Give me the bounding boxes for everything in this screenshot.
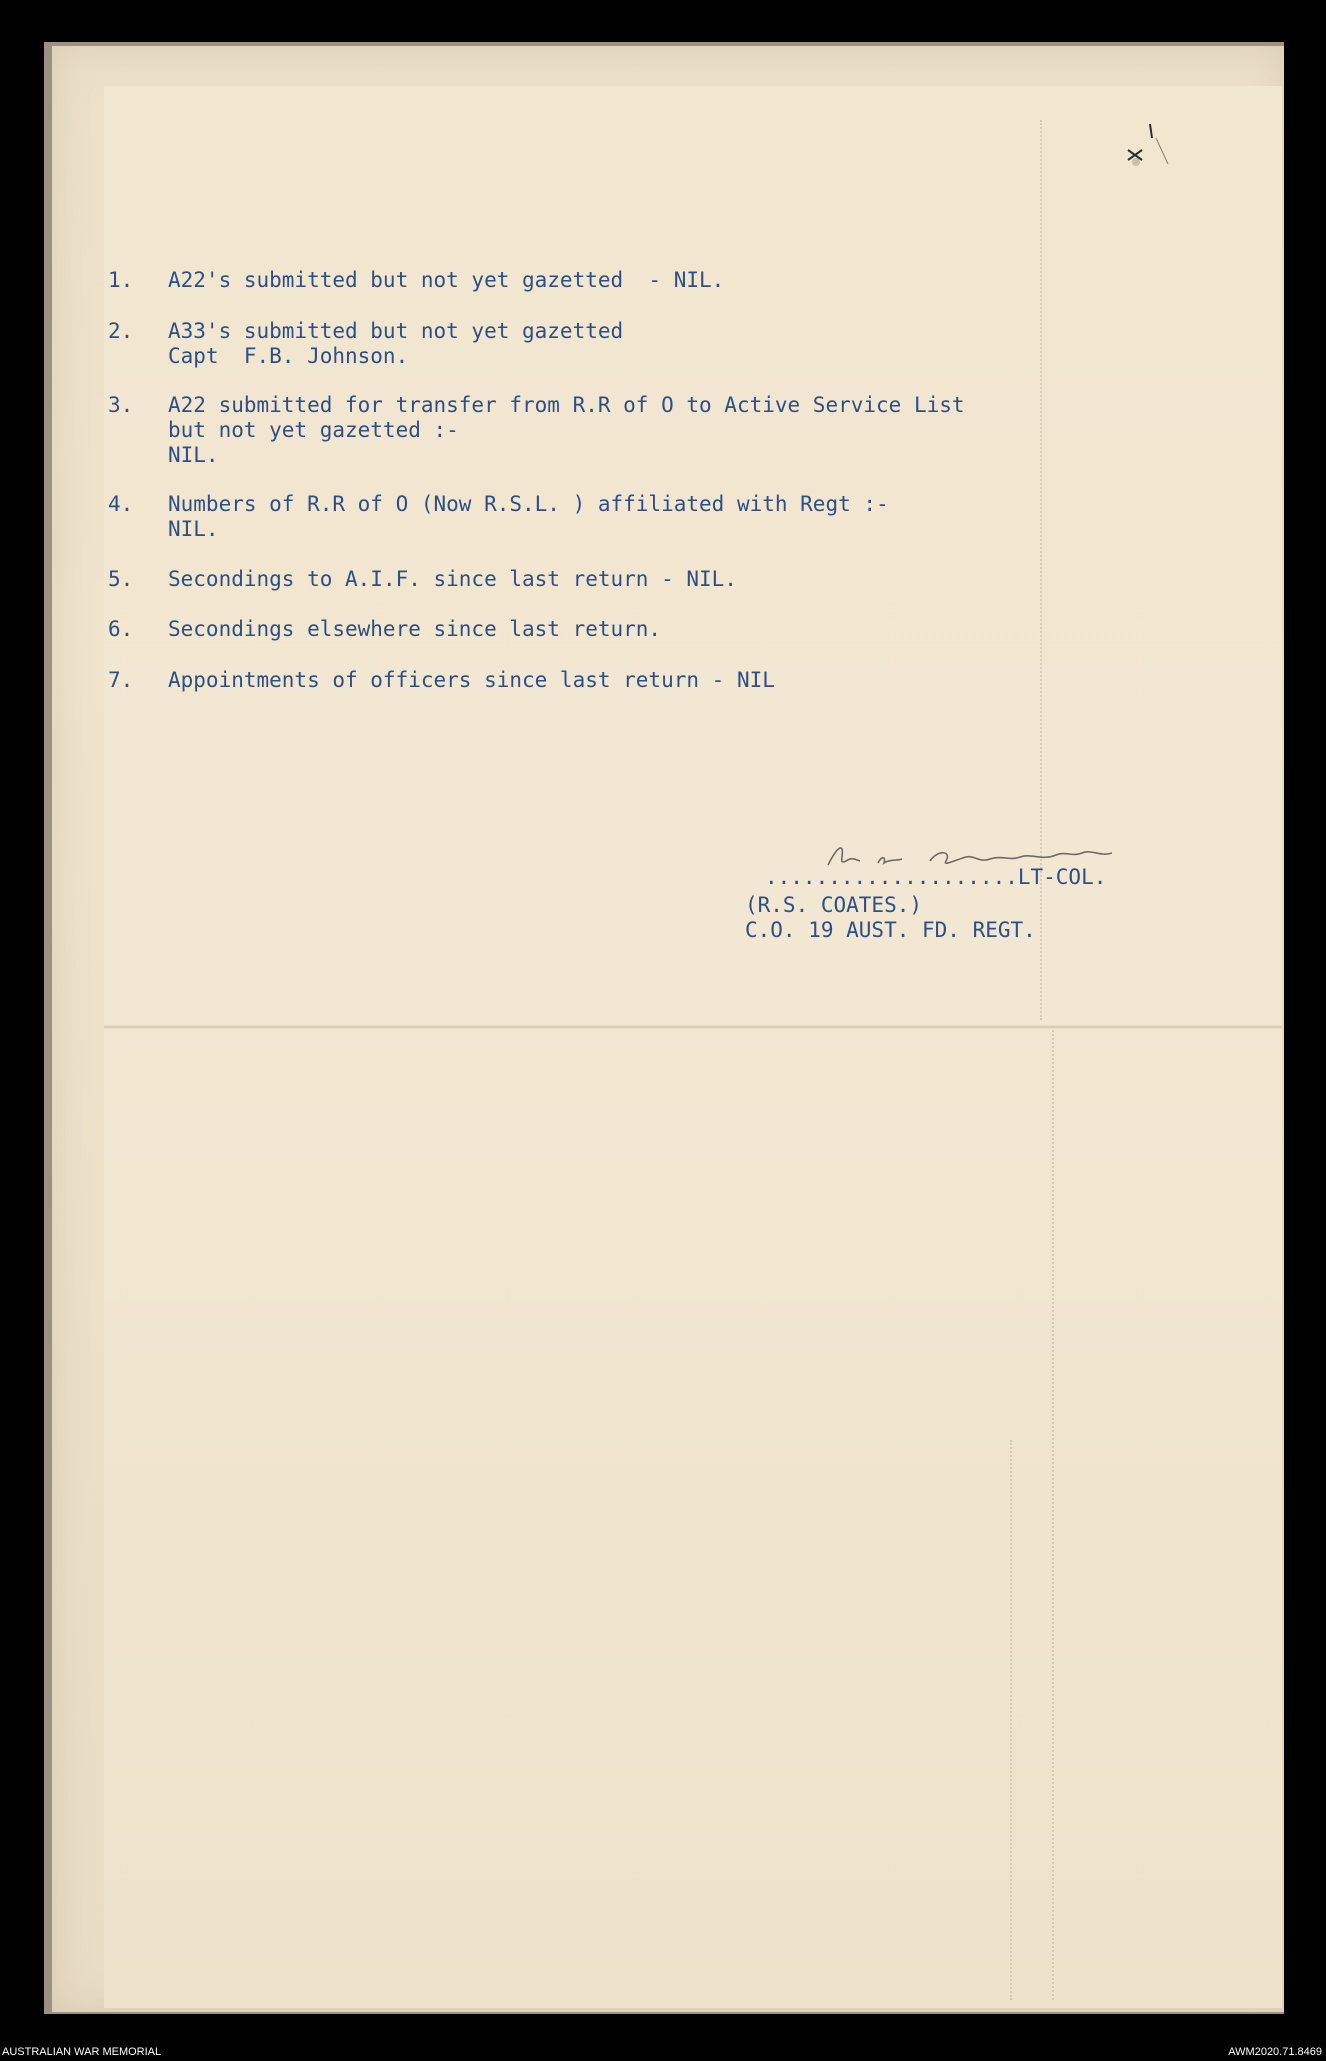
signatory-name: (R.S. COATES.) [745,893,923,917]
item-text [168,668,1168,693]
item-number: 6. [108,617,134,641]
item-line: A22 submitted for transfer from R.R of O to Active Service List [168,393,965,417]
item-line: but not yet gazetted :- [168,418,459,442]
item-line: A22's submitted but not yet gazetted - NIL. [168,268,725,292]
item-text [168,393,1168,468]
archive-credit: AUSTRALIAN WAR MEMORIAL [2,2046,162,2058]
item-text [168,268,1168,293]
item-number: 1. [108,268,134,292]
item-line: Appointments of officers since last return - NIL [168,668,775,692]
signatory-unit: C.O. 19 AUST. FD. REGT. [745,918,1036,942]
item-line: NIL. [168,443,219,467]
item-line: Secondings elsewhere since last return. [168,617,662,641]
item-line: Capt F.B. Johnson. [168,344,409,368]
item-number: 5. [108,567,134,591]
item-line: Secondings to A.I.F. since last return - NIL. [168,567,737,591]
item-line: Numbers of R.R of O (Now R.S.L. ) affiliated with Regt :- [168,492,889,516]
item-line: NIL. [168,517,219,541]
item-number: 7. [108,668,134,692]
item-text [168,492,1168,542]
item-text [168,319,1168,369]
accession-number: AWM2020.71.8469 [1228,2046,1322,2058]
signature-dotted-line: ....................LT-COL. [765,865,1107,889]
item-number: 4. [108,492,134,516]
item-text [168,617,1168,642]
item-text [168,567,1168,592]
item-number: 3. [108,393,134,417]
item-number: 2. [108,319,134,343]
item-line: A33's submitted but not yet gazetted [168,319,624,343]
